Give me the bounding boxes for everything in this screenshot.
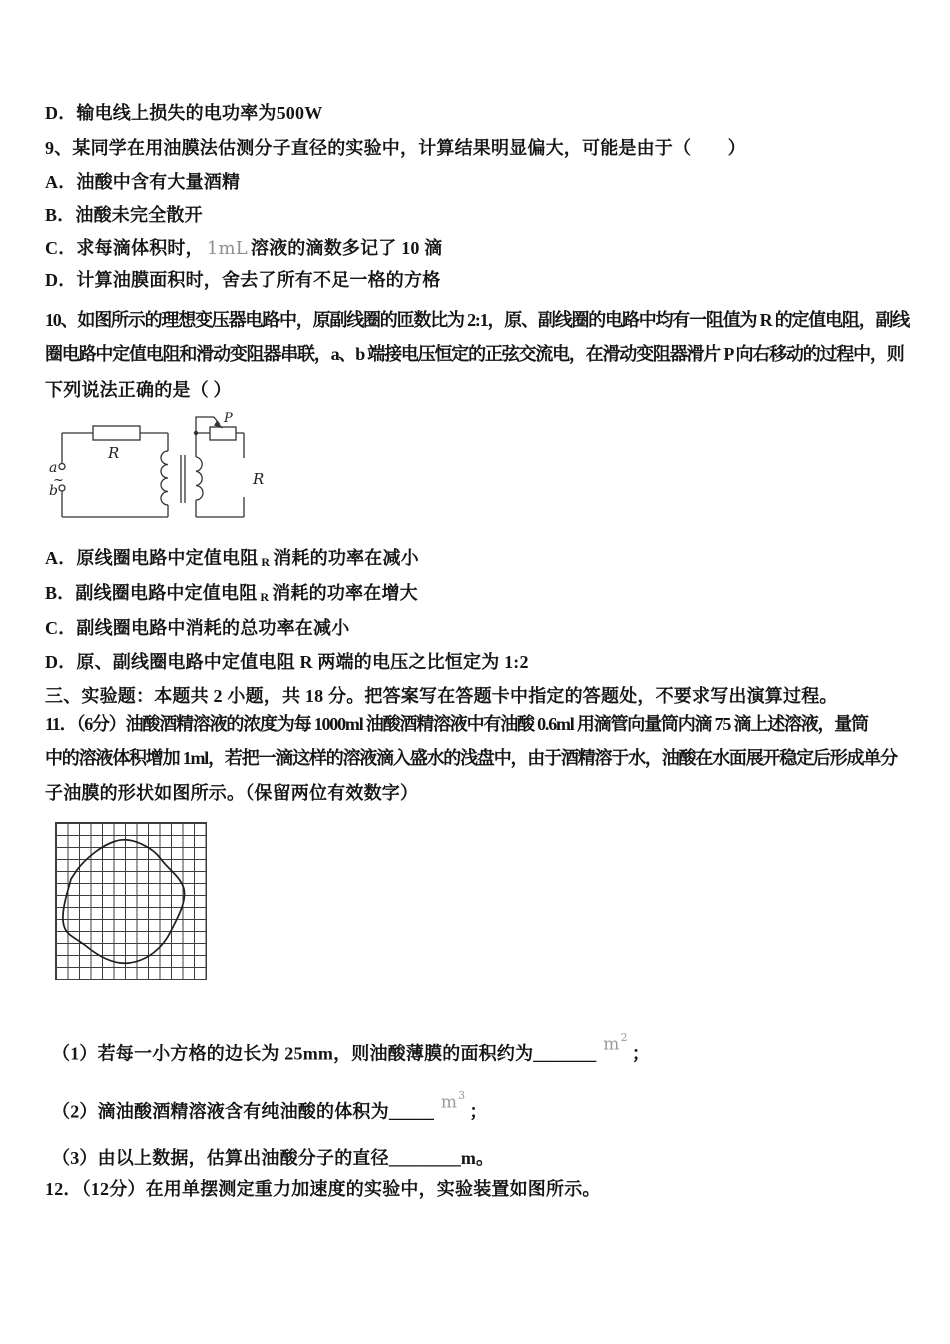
sub-3-tail: m。 bbox=[460, 1148, 495, 1168]
unit-exponent: 3 bbox=[458, 1089, 466, 1102]
option-a-text-tail: 消耗的功率在减小 bbox=[273, 548, 419, 568]
question-11-sub-3 bbox=[52, 1146, 494, 1170]
sub-1-text: （1）若每一小方格的边长为 25mm，则油酸薄膜的面积约为 bbox=[52, 1043, 534, 1064]
terminal-b-label: b bbox=[49, 483, 58, 499]
question-10-option-d: D．原、副线圈电路中定值电阻 R 两端的电压之比恒定为 1:2 bbox=[45, 652, 529, 672]
option-c-text: C．求每滴体积时， bbox=[45, 238, 204, 258]
option-b-text: B．副线圈电路中定值电阻 bbox=[45, 583, 258, 603]
answer-blank: _______ bbox=[533, 1043, 597, 1064]
terminal-a-node bbox=[59, 464, 65, 470]
question-10-stem-line-1: 10、如图所示的理想变压器电路中，原副线圈的匝数比为 2:1，原、副线圈的电路中均有一阻值为 R 的定值电阻，副线 bbox=[45, 310, 910, 330]
unit-square-meters bbox=[603, 1028, 627, 1057]
resistor-subscript: R bbox=[261, 555, 271, 569]
answer-blank: ________ bbox=[388, 1148, 461, 1168]
secondary-resistor-label: R bbox=[253, 470, 265, 488]
junction-dot bbox=[194, 431, 198, 435]
option-b-text-tail: 消耗的功率在增大 bbox=[272, 583, 418, 603]
question-10-option-c: C．副线圈电路中消耗的总功率在减小 bbox=[45, 618, 350, 638]
slider-label: P bbox=[224, 411, 233, 426]
primary-resistor bbox=[93, 426, 140, 440]
question-10-option-a bbox=[45, 546, 419, 574]
question-11-sub-1 bbox=[52, 1031, 651, 1067]
question-9-option-b: B．油酸未完全散开 bbox=[45, 205, 203, 225]
transformer-circuit-diagram bbox=[48, 405, 268, 523]
question-8-option-d: D．输电线上损失的电功率为500W bbox=[45, 103, 323, 123]
question-11-stem-line-2: 中的溶液体积增加 1ml，若把一滴这样的溶液滴入盛水的浅盘中，由于酒精溶于水，油酸在水面展开稳定后形成单分 bbox=[45, 748, 897, 768]
rheostat bbox=[210, 427, 236, 440]
sub-2-text: （2）滴油酸酒精溶液含有纯油酸的体积为 bbox=[52, 1101, 389, 1122]
question-11-stem-line-1: 11．（6分）油酸酒精溶液的浓度为每 1000ml 油酸酒精溶液中有油酸 0.6ml 用滴管向量筒内滴 75 滴上述溶液，量筒 bbox=[45, 714, 868, 734]
unit-cubic-meters bbox=[441, 1086, 465, 1115]
unit-base: m bbox=[603, 1034, 620, 1055]
question-10-stem-line-2: 圈电路中定值电阻和滑动变阻器串联，a、b 端接电压恒定的正弦交流电，在滑动变阻器滑片 P 向右移动的过程中，则 bbox=[45, 344, 904, 364]
primary-coil bbox=[161, 451, 168, 505]
question-9-option-c bbox=[45, 236, 443, 261]
option-c-text-tail: 溶液的滴数多记了 10 滴 bbox=[250, 238, 443, 258]
oil-film-outline bbox=[56, 823, 206, 979]
question-11-sub-2 bbox=[52, 1089, 488, 1125]
primary-resistor-label: R bbox=[108, 444, 120, 462]
question-11-stem-line-3: 子油膜的形状如图所示。（保留两位有效数字） bbox=[45, 783, 419, 803]
answer-blank: _____ bbox=[388, 1101, 434, 1122]
secondary-coil bbox=[196, 457, 203, 500]
question-9-stem: 9、某同学在用油膜法估测分子直径的实验中，计算结果明显偏大，可能是由于（ ） bbox=[45, 138, 746, 158]
question-10-option-b bbox=[45, 581, 418, 609]
transformer-core bbox=[181, 455, 185, 503]
resistor-subscript: R bbox=[260, 590, 270, 604]
option-a-text: A．原线圈电路中定值电阻 bbox=[45, 548, 259, 568]
sub-3-text: （3）由以上数据，估算出油酸分子的直径 bbox=[52, 1148, 389, 1168]
question-9-option-d: D．计算油膜面积时，舍去了所有不足一格的方格 bbox=[45, 270, 441, 290]
section-3-heading: 三、实验题：本题共 2 小题，共 18 分。把答案写在答题卡中指定的答题处，不要求写出演算过程。 bbox=[45, 686, 838, 706]
volume-formula: 1mL bbox=[206, 238, 248, 259]
sub-1-tail: ； bbox=[631, 1043, 651, 1064]
ac-source-symbol: ~ bbox=[53, 473, 64, 488]
unit-base: m bbox=[440, 1092, 458, 1113]
terminal-a-label: a bbox=[49, 460, 58, 476]
question-10-stem-line-3: 下列说法正确的是（ ） bbox=[45, 380, 232, 400]
sub-2-tail: ； bbox=[469, 1101, 488, 1122]
oil-film-grid-figure bbox=[55, 822, 207, 980]
unit-exponent: 2 bbox=[620, 1031, 628, 1044]
question-12-stem: 12．（12分）在用单摆测定重力加速度的实验中，实验装置如图所示。 bbox=[45, 1179, 601, 1199]
question-9-option-a: A．油酸中含有大量酒精 bbox=[45, 172, 241, 192]
